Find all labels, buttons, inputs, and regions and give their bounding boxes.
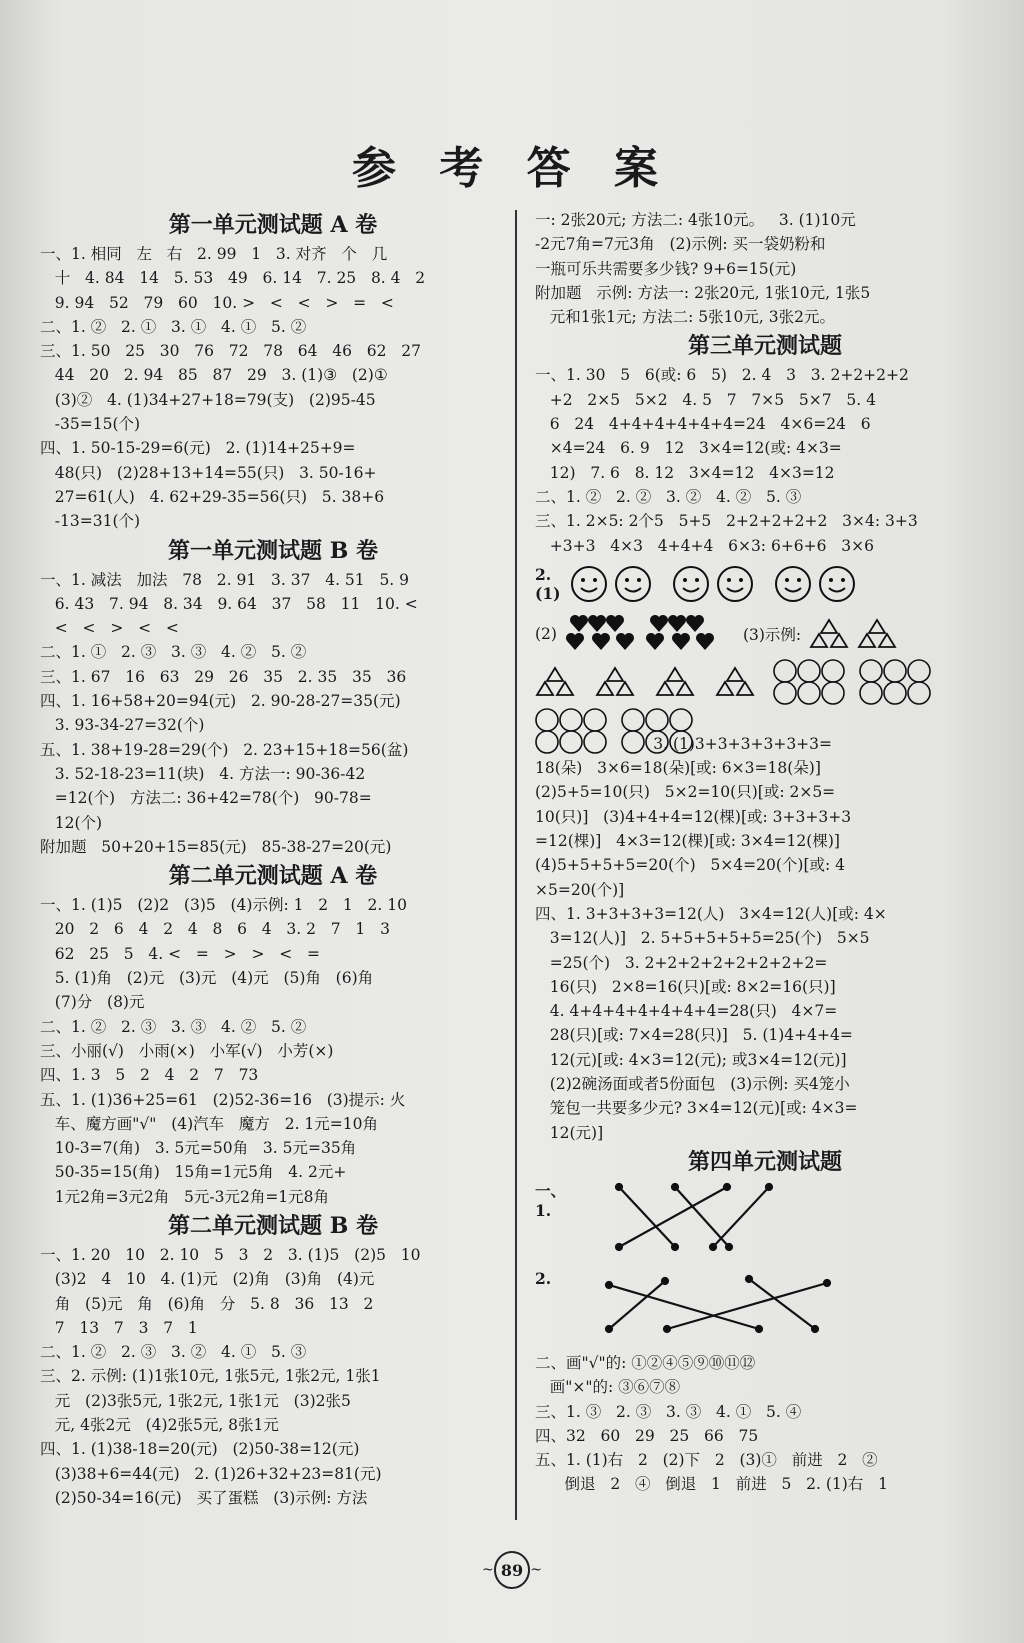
answer-line: 6 24 4+4+4+4+4+4=24 4×6=24 6: [535, 415, 871, 434]
answer-line: =12(棵)] 4×3=12(棵)[或: 3×4=12(棵)]: [535, 832, 840, 851]
answer-line: 倒退 2 ④ 倒退 1 前进 5 2. (1)右 1: [535, 1475, 888, 1494]
answer-line: 5. (1)角 (2)元 (3)元 (4)元 (5)角 (6)角: [40, 969, 374, 988]
answer-line: 一、1. (1)5 (2)2 (3)5 (4)示例: 1 2 1 2. 10: [40, 896, 407, 915]
answer-line: (2)50-34=16(元) 买了蛋糕 (3)示例: 方法: [40, 1488, 368, 1507]
page-title: 参 考 答 案: [352, 143, 672, 194]
section-title: 第二单元测试题 A 卷: [168, 863, 378, 890]
answer-line: 二、1. ① 2. ③ 3. ③ 4. ② 5. ②: [40, 643, 307, 662]
answer-line: (2)2碗汤面或者5份面包 (3)示例: 买4笼小: [535, 1075, 850, 1094]
answer-line: 五、1. (1)右 2 (2)下 2 (3)① 前进 2 ②: [535, 1451, 878, 1470]
smiley-face-icon: [773, 564, 813, 604]
ornament-icon: ~: [530, 1562, 542, 1578]
answer-line: 16(只) 2×8=16(只)[或: 8×2=16(只)]: [535, 977, 836, 996]
heart-group-2: [645, 614, 717, 654]
answer-line: 四、1. (1)38-18=20(元) (2)50-38=12(元): [40, 1440, 360, 1459]
triangle-group: [535, 666, 575, 698]
answer-line: 12(元)]: [535, 1123, 604, 1142]
answer-line: 12(元)[或: 4×3=12(元); 或3×4=12(元)]: [535, 1050, 847, 1069]
answer-line: 四、1. 50-15-29=6(元) 2. (1)14+25+9=: [40, 439, 356, 458]
answer-line: 12(个): [40, 813, 103, 832]
triangle-group: [655, 666, 695, 698]
answer-line: 1元2角=3元2角 5元-3元2角=1元8角: [40, 1187, 330, 1206]
answer-line: 三、1. 2×5: 2个5 5+5 2+2+2+2+2 3×4: 3+3: [535, 512, 918, 531]
right-mid-block: [535, 732, 995, 1179]
answer-line: ×5=20(个)]: [535, 880, 625, 899]
answer-line: +3+3 4×3 4+4+4 6×3: 6+6+6 3×6: [535, 536, 875, 555]
answer-line: 五、1. 38+19-28=29(个) 2. 23+15+18=56(盆): [40, 740, 409, 759]
triangle-group: [595, 666, 635, 698]
answer-line: -13=31(个): [40, 512, 141, 531]
answer-line: (3)② 4. (1)34+27+18=79(支) (2)95-45: [40, 390, 376, 409]
answer-line: +2 2×5 5×2 4. 5 7 7×5 5×7 5. 4: [535, 390, 876, 409]
answer-line: -35=15(个): [40, 415, 141, 434]
right-bottom-block: [535, 1351, 995, 1497]
answer-line: 62 25 5 4. < = > > < =: [40, 944, 320, 963]
answer-line: 三、1. ③ 2. ③ 3. ③ 4. ① 5. ④: [535, 1402, 802, 1421]
answer-line: 四、1. 16+58+20=94(元) 2. 90-28-27=35(元): [40, 692, 401, 711]
circle-group: [859, 659, 931, 705]
answer-line: 四、32 60 29 25 66 75: [535, 1426, 759, 1445]
answer-line: ×4=24 6. 9 12 3×4=12(或: 4×3=: [535, 439, 842, 458]
answer-line: 四、1. 3 5 2 4 2 7 73: [40, 1066, 259, 1085]
smiley-face-icon: [569, 564, 609, 604]
answer-line: 二、1. ② 2. ③ 3. ② 4. ① 5. ③: [40, 1343, 307, 1362]
answer-line: 9. 94 52 79 60 10. > < < > = <: [40, 293, 394, 312]
triangle-group: [809, 618, 849, 650]
matching-question-2: [535, 1269, 995, 1351]
smiley-face-icon: [817, 564, 857, 604]
answer-line: =25(个) 3. 2+2+2+2+2+2+2+2=: [535, 953, 828, 972]
section-title: 第二单元测试题 B 卷: [168, 1212, 378, 1239]
answer-line: 元和1张1元; 方法二: 5张10元, 3张2元。: [535, 308, 835, 327]
section-title: 第三单元测试题: [687, 333, 842, 360]
answer-line: (7)分 (8)元: [40, 993, 145, 1012]
page-number: 89: [494, 1551, 531, 1589]
answer-line: 笼包一共要多少元? 3×4=12(元)[或: 4×3=: [535, 1099, 858, 1118]
matching-question-1: [535, 1179, 995, 1269]
section-title: 第四单元测试题: [687, 1148, 842, 1175]
answer-line: 10(只)] (3)4+4+4=12(棵)[或: 3+3+3+3: [535, 807, 852, 826]
left-column: [40, 208, 506, 1510]
answer-line: -2元7角=7元3角 (2)示例: 买一袋奶粉和: [535, 235, 826, 254]
answer-line: (2)5+5=10(只) 5×2=10(只)[或: 2×5=: [535, 783, 836, 802]
q2b-label: (2): [535, 624, 557, 643]
answer-line: (3)38+6=44(元) 2. (1)26+32+23=81(元): [40, 1464, 382, 1483]
answer-line: 20 2 6 4 2 4 8 6 4 3. 2 7 1 3: [40, 920, 390, 939]
smiley-faces: [569, 564, 857, 604]
answer-line: 4. 4+4+4+4+4+4+4=28(只) 4×7=: [535, 1002, 838, 1021]
answer-line: 十 4. 84 14 5. 53 49 6. 14 7. 25 8. 4 2: [40, 269, 426, 288]
heart-group-1: [565, 614, 637, 654]
match2-label: 2.: [535, 1268, 552, 1288]
answer-line: 28(只)[或: 7×4=28(只)] 5. (1)4+4+4=: [535, 1026, 853, 1045]
q2-hearts-row: [535, 610, 995, 658]
answer-line: 三、2. 示例: (1)1张10元, 1张5元, 1张2元, 1张1: [40, 1367, 381, 1386]
answer-line: < < > < <: [40, 619, 179, 638]
answer-line: 二、画"√"的: ①②④⑤⑨⑩⑪⑫: [535, 1353, 756, 1372]
answer-line: 三、小丽(√) 小雨(×) 小军(√) 小芳(×): [40, 1041, 334, 1060]
answer-line: 二、1. ② 2. ① 3. ① 4. ① 5. ②: [40, 317, 307, 336]
answer-line: 27=61(人) 4. 62+29-35=56(只) 5. 38+6: [40, 487, 385, 506]
q2-faces-row: [535, 558, 995, 610]
match1-label: 一、1.: [535, 1180, 567, 1220]
q2-shapes-row: [535, 658, 995, 706]
answer-line: 一、1. 30 5 6(或: 6 5) 2. 4 3 3. 2+2+2+2: [535, 366, 909, 385]
answer-line: 二、1. ② 2. ② 3. ② 4. ② 5. ③: [535, 487, 802, 506]
answer-line: 附加题 示例: 方法一: 2张20元, 1张10元, 1张5: [535, 283, 871, 302]
section-title: 第一单元测试题 B 卷: [168, 537, 378, 564]
column-divider: [515, 210, 517, 1520]
ornament-icon: ~: [482, 1562, 494, 1578]
answer-line: 三、1. 50 25 30 76 72 78 64 46 62 27: [40, 342, 421, 361]
right-column: [535, 208, 995, 1497]
answer-line: (4)5+5+5+5=20(个) 5×4=20(个)[或: 4: [535, 856, 846, 875]
answer-line: 3. 52-18-23=11(块) 4. 方法一: 90-36-42: [40, 764, 366, 783]
answer-line: 画"×"的: ③⑥⑦⑧: [535, 1378, 681, 1397]
answer-line: 一: 2张20元; 方法二: 4张10元。 3. (1)10元: [535, 211, 856, 229]
answer-line: (3)2 4 10 4. (1)元 (2)角 (3)角 (4)元: [40, 1270, 375, 1289]
q2c-label: (3)示例:: [742, 625, 802, 644]
answer-line: 一、1. 相同 左 右 2. 99 1 3. 对齐 个 几: [40, 245, 388, 263]
section-title: 第一单元测试题 A 卷: [168, 212, 378, 238]
answer-line: 一、1. 减法 加法 78 2. 91 3. 37 4. 51 5. 9: [40, 570, 410, 589]
answer-line: 48(只) (2)28+13+14=55(只) 3. 50-16+: [40, 463, 377, 482]
answer-line: 3. (1)3+3+3+3+3+3=: [535, 734, 833, 753]
answer-line: 一、1. 20 10 2. 10 5 3 2 3. (1)5 (2)5 10: [40, 1245, 421, 1264]
answer-line: 3. 93-34-27=32(个): [40, 716, 205, 735]
answer-line: 元 (2)3张5元, 1张2元, 1张1元 (3)2张5: [40, 1391, 351, 1410]
answer-line: 44 20 2. 94 85 87 29 3. (1)③ (2)①: [40, 366, 388, 385]
answer-line: 角 (5)元 角 (6)角 分 5. 8 36 13 2: [40, 1294, 374, 1313]
page-number-badge: [482, 1552, 542, 1588]
triangle-group: [715, 666, 755, 698]
answer-line: 7 13 7 3 7 1: [40, 1318, 198, 1337]
smiley-face-icon: [715, 564, 755, 604]
answer-line: 元, 4张2元 (4)2张5元, 8张1元: [40, 1416, 279, 1435]
answer-line: 12) 7. 6 8. 12 3×4=12 4×3=12: [535, 463, 835, 482]
answer-line: 三、1. 67 16 63 29 26 35 2. 35 35 36: [40, 667, 407, 686]
smiley-face-icon: [613, 564, 653, 604]
answer-line: 10-3=7(角) 3. 5元=50角 3. 5元=35角: [40, 1139, 357, 1158]
circle-group: [773, 659, 845, 705]
smiley-face-icon: [671, 564, 711, 604]
answer-line: 6. 43 7. 94 8. 34 9. 64 37 58 11 10. <: [40, 594, 418, 613]
matching-lines-1: [577, 1179, 797, 1259]
matching-lines-2: [577, 1269, 837, 1349]
answer-line: =12(个) 方法二: 36+42=78(个) 90-78=: [40, 789, 372, 808]
right-top-block: [535, 208, 995, 558]
answer-line: 附加题 50+20+15=85(元) 85-38-27=20(元): [40, 837, 392, 856]
answer-line: 五、1. (1)36+25=61 (2)52-36=16 (3)提示: 火: [40, 1090, 406, 1109]
answer-line: 四、1. 3+3+3+3=12(人) 3×4=12(人)[或: 4×: [535, 904, 887, 923]
answer-line: 3=12(人)] 2. 5+5+5+5+5=25(个) 5×5: [535, 929, 870, 948]
answer-line: 18(朵) 3×6=18(朵)[或: 6×3=18(朵)]: [535, 759, 821, 778]
answer-line: 一瓶可乐共需要多少钱? 9+6=15(元): [535, 259, 797, 278]
triangle-group: [857, 618, 897, 650]
answer-line: 二、1. ② 2. ③ 3. ③ 4. ② 5. ②: [40, 1017, 307, 1036]
answer-line: 车、魔方画"√" (4)汽车 魔方 2. 1元=10角: [40, 1114, 379, 1133]
q2-label: 2. (1): [535, 564, 561, 603]
answer-line: 50-35=15(角) 15角=1元5角 4. 2元+: [40, 1163, 347, 1182]
